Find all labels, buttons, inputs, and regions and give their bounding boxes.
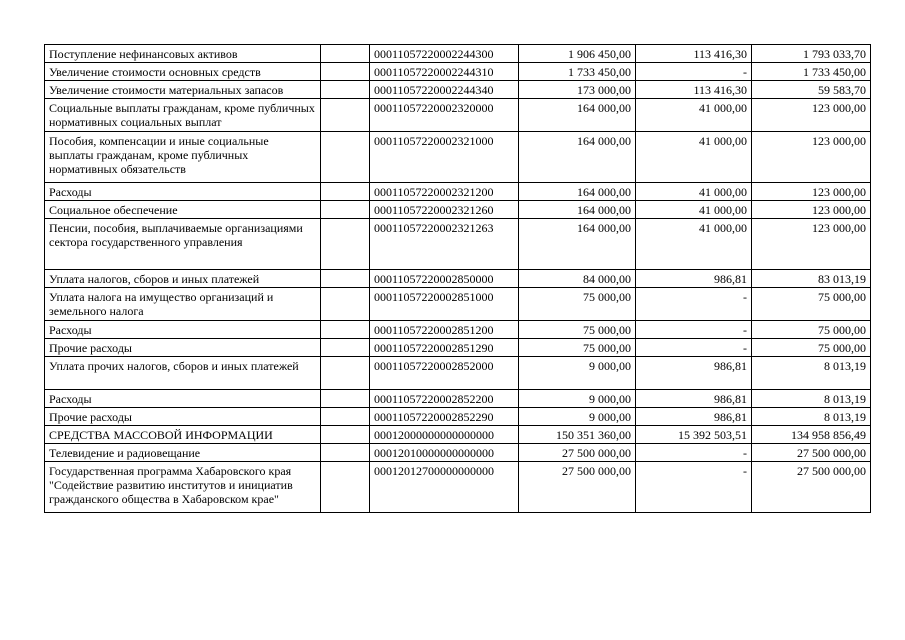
row-code-cell: 00011057220002321000: [370, 132, 519, 183]
row-name-cell: Государственная программа Хабаровского края "Содействие развитию институтов и инициатив гражданского общества в Хабаровском крае": [45, 462, 321, 513]
row-plan-cell: 84 000,00: [519, 270, 636, 288]
row-rest-cell: 123 000,00: [752, 99, 871, 132]
row-plan-cell: 1 906 450,00: [519, 45, 636, 63]
table-row: [45, 426, 871, 444]
row-code-cell: 00011057220002244310: [370, 63, 519, 81]
row-rest-cell: 8 013,19: [752, 408, 871, 426]
row-plan-cell: 164 000,00: [519, 99, 636, 132]
row-rest-cell: 123 000,00: [752, 132, 871, 183]
row-name-cell: Пособия, компенсации и иные социальные выплаты гражданам, кроме публичных нормативных обязательств: [45, 132, 321, 183]
row-code-cell: 00011057220002244300: [370, 45, 519, 63]
row-exec-cell: 986,81: [636, 408, 752, 426]
row-code-cell: 00011057220002321263: [370, 219, 519, 270]
row-code-cell: 00012010000000000000: [370, 444, 519, 462]
row-blank-cell: [321, 357, 370, 390]
row-code-cell: 00011057220002852200: [370, 390, 519, 408]
row-name-cell: Пенсии, пособия, выплачиваемые организациями сектора государственного управления: [45, 219, 321, 270]
table-row: [45, 357, 871, 390]
row-rest-cell: 75 000,00: [752, 339, 871, 357]
row-blank-cell: [321, 81, 370, 99]
row-plan-cell: 75 000,00: [519, 339, 636, 357]
row-name-cell: Увеличение стоимости основных средств: [45, 63, 321, 81]
row-rest-cell: 123 000,00: [752, 219, 871, 270]
row-blank-cell: [321, 288, 370, 321]
row-code-cell: 00011057220002851000: [370, 288, 519, 321]
row-code-cell: 00011057220002321260: [370, 201, 519, 219]
row-exec-cell: -: [636, 63, 752, 81]
row-code-cell: 00011057220002244340: [370, 81, 519, 99]
row-exec-cell: 41 000,00: [636, 132, 752, 183]
row-name-cell: Расходы: [45, 321, 321, 339]
row-blank-cell: [321, 321, 370, 339]
row-exec-cell: -: [636, 321, 752, 339]
row-plan-cell: 75 000,00: [519, 321, 636, 339]
row-name-cell: Социальное обеспечение: [45, 201, 321, 219]
table-row: [45, 408, 871, 426]
table-row: [45, 45, 871, 63]
table-row: [45, 219, 871, 270]
row-plan-cell: 75 000,00: [519, 288, 636, 321]
row-blank-cell: [321, 201, 370, 219]
row-exec-cell: 41 000,00: [636, 99, 752, 132]
table-row: [45, 462, 871, 513]
row-name-cell: СРЕДСТВА МАССОВОЙ ИНФОРМАЦИИ: [45, 426, 321, 444]
row-exec-cell: 113 416,30: [636, 81, 752, 99]
row-code-cell: 00011057220002851290: [370, 339, 519, 357]
row-name-cell: Прочие расходы: [45, 339, 321, 357]
table-row: [45, 201, 871, 219]
row-rest-cell: 1 733 450,00: [752, 63, 871, 81]
row-exec-cell: 41 000,00: [636, 219, 752, 270]
row-exec-cell: 113 416,30: [636, 45, 752, 63]
row-code-cell: 00012012700000000000: [370, 462, 519, 513]
row-name-cell: Уплата прочих налогов, сборов и иных платежей: [45, 357, 321, 390]
row-code-cell: 00011057220002320000: [370, 99, 519, 132]
row-rest-cell: 8 013,19: [752, 390, 871, 408]
row-rest-cell: 134 958 856,49: [752, 426, 871, 444]
row-exec-cell: -: [636, 462, 752, 513]
row-blank-cell: [321, 63, 370, 81]
row-blank-cell: [321, 408, 370, 426]
row-blank-cell: [321, 99, 370, 132]
row-rest-cell: 8 013,19: [752, 357, 871, 390]
row-plan-cell: 27 500 000,00: [519, 462, 636, 513]
row-name-cell: Социальные выплаты гражданам, кроме публичных нормативных социальных выплат: [45, 99, 321, 132]
row-exec-cell: 986,81: [636, 390, 752, 408]
table-row: [45, 288, 871, 321]
row-plan-cell: 164 000,00: [519, 201, 636, 219]
row-code-cell: 00011057220002852290: [370, 408, 519, 426]
row-rest-cell: 83 013,19: [752, 270, 871, 288]
row-blank-cell: [321, 219, 370, 270]
row-name-cell: Уплата налога на имущество организаций и земельного налога: [45, 288, 321, 321]
row-blank-cell: [321, 339, 370, 357]
row-rest-cell: 59 583,70: [752, 81, 871, 99]
row-code-cell: 00011057220002321200: [370, 183, 519, 201]
row-plan-cell: 164 000,00: [519, 132, 636, 183]
row-rest-cell: 123 000,00: [752, 201, 871, 219]
row-blank-cell: [321, 426, 370, 444]
table-row: [45, 444, 871, 462]
row-name-cell: Поступление нефинансовых активов: [45, 45, 321, 63]
row-name-cell: Телевидение и радиовещание: [45, 444, 321, 462]
row-name-cell: Расходы: [45, 390, 321, 408]
table-row: [45, 63, 871, 81]
row-name-cell: Расходы: [45, 183, 321, 201]
row-blank-cell: [321, 270, 370, 288]
row-plan-cell: 173 000,00: [519, 81, 636, 99]
row-exec-cell: 986,81: [636, 357, 752, 390]
row-rest-cell: 75 000,00: [752, 288, 871, 321]
row-blank-cell: [321, 183, 370, 201]
row-plan-cell: 9 000,00: [519, 390, 636, 408]
row-blank-cell: [321, 462, 370, 513]
table-row: [45, 99, 871, 132]
row-plan-cell: 9 000,00: [519, 357, 636, 390]
row-exec-cell: -: [636, 339, 752, 357]
row-plan-cell: 1 733 450,00: [519, 63, 636, 81]
row-plan-cell: 9 000,00: [519, 408, 636, 426]
row-exec-cell: 41 000,00: [636, 183, 752, 201]
row-rest-cell: 75 000,00: [752, 321, 871, 339]
budget-table: [44, 44, 871, 513]
row-exec-cell: -: [636, 288, 752, 321]
table-row: [45, 132, 871, 183]
table-row: [45, 321, 871, 339]
row-blank-cell: [321, 444, 370, 462]
row-rest-cell: 1 793 033,70: [752, 45, 871, 63]
row-exec-cell: 15 392 503,51: [636, 426, 752, 444]
row-code-cell: 00011057220002851200: [370, 321, 519, 339]
row-plan-cell: 27 500 000,00: [519, 444, 636, 462]
table-row: [45, 390, 871, 408]
budget-table-body: [45, 45, 871, 513]
row-plan-cell: 164 000,00: [519, 183, 636, 201]
row-rest-cell: 27 500 000,00: [752, 462, 871, 513]
row-exec-cell: 41 000,00: [636, 201, 752, 219]
table-row: [45, 270, 871, 288]
row-exec-cell: 986,81: [636, 270, 752, 288]
row-blank-cell: [321, 390, 370, 408]
row-name-cell: Увеличение стоимости материальных запасов: [45, 81, 321, 99]
row-exec-cell: -: [636, 444, 752, 462]
row-rest-cell: 27 500 000,00: [752, 444, 871, 462]
table-row: [45, 339, 871, 357]
table-row: [45, 183, 871, 201]
row-blank-cell: [321, 45, 370, 63]
row-name-cell: Уплата налогов, сборов и иных платежей: [45, 270, 321, 288]
row-rest-cell: 123 000,00: [752, 183, 871, 201]
row-plan-cell: 150 351 360,00: [519, 426, 636, 444]
row-plan-cell: 164 000,00: [519, 219, 636, 270]
row-code-cell: 00011057220002852000: [370, 357, 519, 390]
row-blank-cell: [321, 132, 370, 183]
table-row: [45, 81, 871, 99]
row-code-cell: 00011057220002850000: [370, 270, 519, 288]
row-code-cell: 00012000000000000000: [370, 426, 519, 444]
row-name-cell: Прочие расходы: [45, 408, 321, 426]
